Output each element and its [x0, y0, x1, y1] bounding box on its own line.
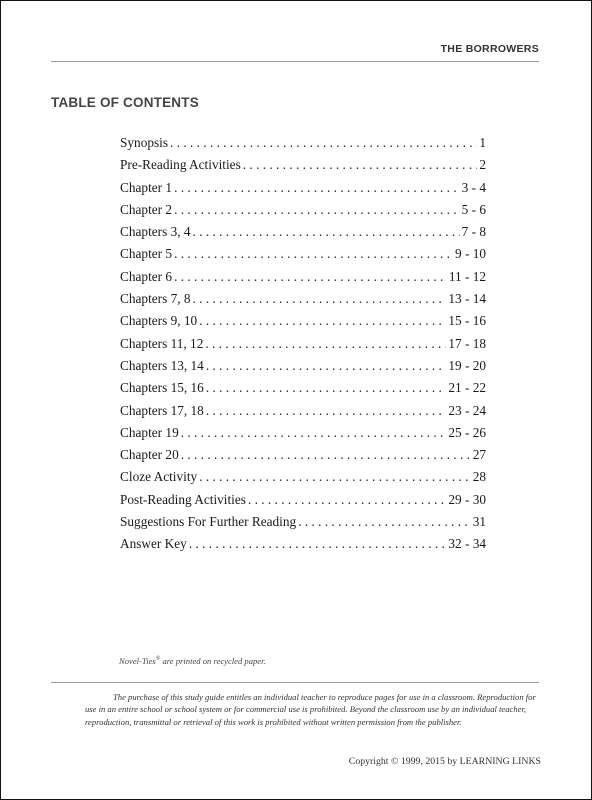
dot-leader: [206, 380, 446, 396]
recycled-paper-note: [119, 656, 266, 666]
dot-leader: [193, 291, 447, 307]
dot-leader: [189, 536, 446, 552]
dot-leader: [205, 336, 446, 352]
toc-entry: [120, 157, 486, 179]
toc-entry-title: Chapters 3, 4: [120, 224, 191, 240]
dot-leader: [206, 403, 446, 419]
dot-leader: [199, 313, 446, 329]
toc-entry-title: Pre-Reading Activities: [120, 157, 241, 173]
toc-entry: [120, 403, 486, 425]
toc-entry-page: 3 - 4: [461, 179, 486, 195]
toc-entry-title: Chapter 20: [120, 447, 179, 463]
toc-entry: [120, 380, 486, 402]
toc-entry-page: 2: [479, 157, 486, 173]
toc-entry-title: Cloze Activity: [120, 469, 198, 485]
toc-entry-title: Chapter 6: [120, 268, 173, 284]
toc-entry: [120, 202, 486, 224]
toc-entry: [120, 514, 486, 536]
dot-leader: [174, 180, 460, 196]
toc-entry: [120, 447, 486, 469]
toc-entry: [120, 336, 486, 358]
toc-entry-page: 28: [472, 469, 486, 485]
toc-entry: [120, 291, 486, 313]
toc-list: [120, 135, 486, 559]
toc-entry-page: 31: [472, 514, 486, 530]
dot-leader: [298, 514, 471, 530]
dot-leader: [248, 492, 446, 508]
toc-entry-title: Synopsis: [120, 135, 169, 150]
toc-entry: [120, 180, 486, 202]
toc-entry-page: 27: [472, 447, 486, 463]
toc-entry: [120, 269, 486, 291]
toc-entry: [120, 224, 486, 246]
dot-leader: [243, 157, 478, 173]
toc-entry-page: 23 - 24: [448, 402, 486, 418]
toc-entry-page: 7 - 8: [461, 224, 486, 240]
toc-entry-page: 13 - 14: [448, 291, 486, 307]
dot-leader: [206, 358, 446, 374]
toc-entry-title: Chapters 9, 10: [120, 313, 198, 329]
toc-entry-page: 17 - 18: [448, 335, 486, 351]
toc-entry-page: 32 - 34: [448, 536, 486, 552]
toc-entry-title: Chapters 11, 12: [120, 335, 204, 351]
brand-name: Novel-Ties: [119, 656, 156, 666]
dot-leader: [181, 447, 471, 463]
toc-entry-title: Chapter 5: [120, 246, 173, 262]
toc-entry-title: Post-Reading Activities: [120, 491, 246, 507]
toc-entry-page: 9 - 10: [454, 246, 486, 262]
toc-entry-title: Chapters 13, 14: [120, 357, 204, 373]
recycled-note-text: are printed on recycled paper.: [160, 656, 266, 666]
toc-entry-page: 11 - 12: [448, 268, 486, 284]
permission-notice: The purchase of this study guide entitles an individual teacher to reproduce pages for use in a classroom. Reproduction for use in an entire school or school system or for commercial use is prohibited. Beyond the classroom use by an individual teacher, reproduction, transmittal or retrieval of this work is prohibited without written permission from the publisher.: [85, 692, 536, 727]
dot-leader: [174, 202, 460, 218]
header-rule: [51, 61, 539, 62]
toc-entry: [120, 536, 486, 558]
dot-leader: [193, 224, 460, 240]
registered-mark: ®: [155, 656, 161, 663]
toc-entry-title: Chapter 19: [120, 424, 179, 440]
dot-leader: [181, 425, 447, 441]
footer-rule: [51, 682, 539, 683]
toc-heading: TABLE OF CONTENTS: [51, 95, 199, 110]
dot-leader: [174, 246, 453, 262]
toc-entry: [120, 313, 486, 335]
toc-entry-title: Chapter 1: [120, 179, 173, 195]
toc-entry-page: 21 - 22: [448, 380, 486, 396]
toc-entry-page: 5 - 6: [461, 201, 486, 217]
toc-entry: [120, 358, 486, 380]
toc-entry-title: Chapter 2: [120, 201, 173, 217]
toc-entry-page: 1: [479, 135, 486, 150]
dot-leader: [174, 269, 447, 285]
toc-entry-page: 15 - 16: [448, 313, 486, 329]
toc-entry-page: 29 - 30: [448, 491, 486, 507]
running-header: THE BORROWERS: [440, 43, 539, 55]
toc-entry-page: 19 - 20: [448, 357, 486, 373]
toc-entry-title: Answer Key: [120, 536, 187, 552]
toc-entry-title: Chapters 15, 16: [120, 380, 204, 396]
copyright-notice: Copyright © 1999, 2015 by LEARNING LINKS: [348, 756, 541, 767]
toc-entry: [120, 135, 486, 157]
toc-entry-title: Chapters 17, 18: [120, 402, 204, 418]
toc-entry-title: Suggestions For Further Reading: [120, 514, 297, 530]
toc-entry: [120, 246, 486, 268]
toc-entry-page: 25 - 26: [448, 424, 486, 440]
toc-entry-title: Chapters 7, 8: [120, 291, 191, 307]
dot-leader: [199, 469, 471, 485]
toc-entry: [120, 425, 486, 447]
dot-leader: [170, 135, 477, 151]
toc-entry: [120, 469, 486, 491]
toc-entry: [120, 492, 486, 514]
